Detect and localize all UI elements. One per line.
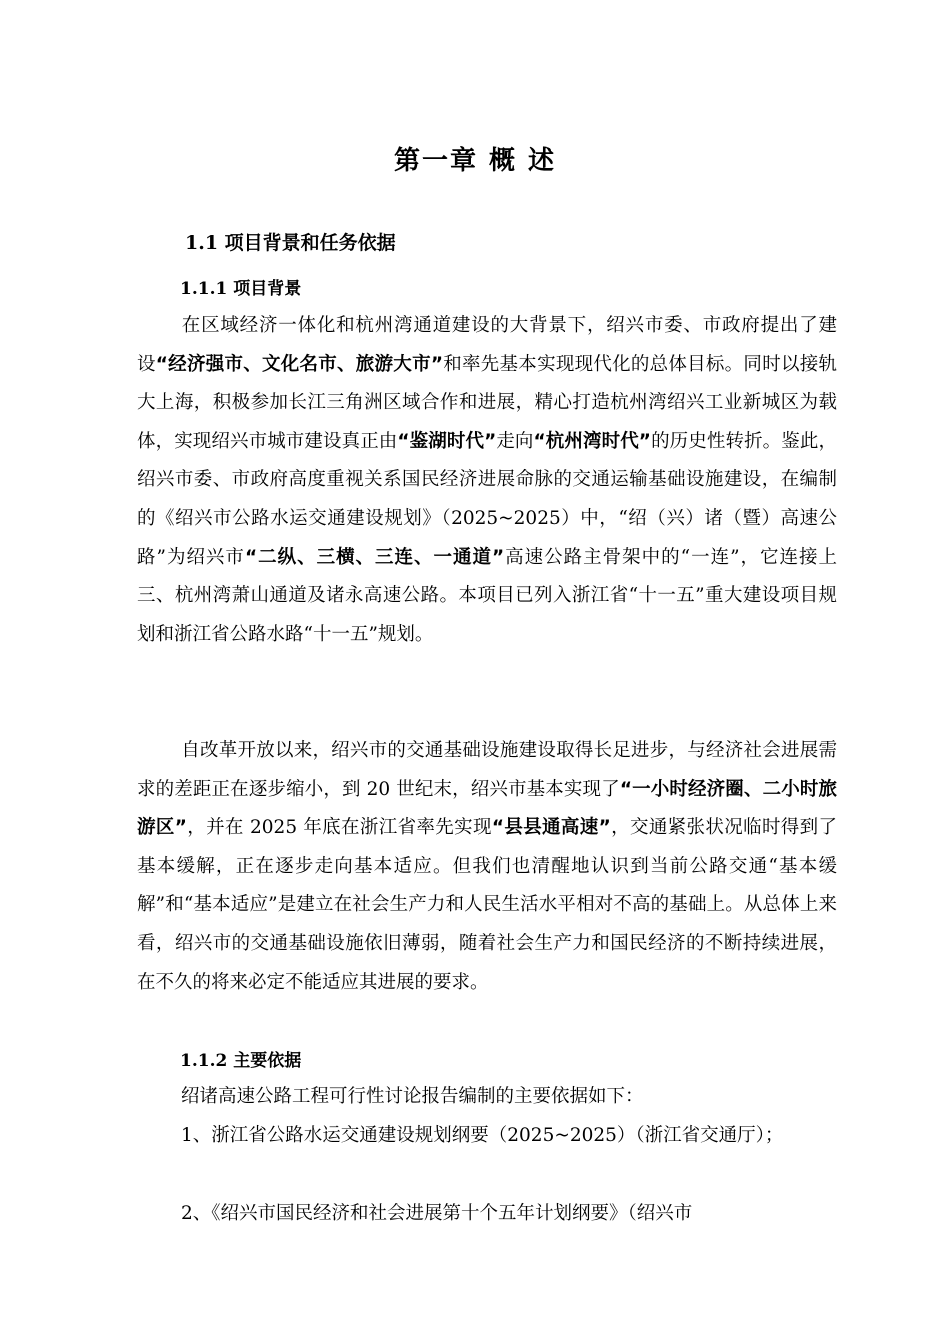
bold-run: “县县通高速”: [491, 817, 611, 839]
bold-run: “一小时经济圈、二小时旅游区”: [137, 778, 837, 839]
text-run: 的历史性转折。鉴此，绍兴市委、市政府高度重视关系国民经济进展命脉的交通运输基础设施建设，在编制的《绍兴市公路水运交通建设规划》（2025~2025）中，“绍（兴）诸（暨）高速公路”为绍兴市: [137, 430, 837, 568]
text-run: 1、浙江省公路水运交通建设规划纲要（2025~2025）（浙江省交通厅）；: [181, 1125, 784, 1146]
text-run: ，交通紧张状况临时得到了基本缓解，正在逐步走向基本适应。但我们也清醒地认识到当前公路交通“基本缓解”和“基本适应”是建立在社会生产力和人民生活水平相对不高的基础上。从总体上来看，绍兴市的交通基础设施依旧薄弱，随着社会生产力和国民经济的不断持续进展，在不久的将来必定不能适应其进展的要求。: [137, 817, 837, 993]
text-run: 高速公路主骨架中的“一连”，它连接上三、杭州湾萧山通道及诸永高速公路。本项目已列入浙江省“十一五”重大建设项目规划和浙江省公路水路“十一五”规划。: [137, 546, 837, 645]
list-item-1: [137, 1117, 837, 1156]
subsection-heading-background: 1.1.1 项目背景: [180, 279, 302, 299]
bold-run: “鉴湖时代”: [397, 430, 497, 452]
text-run: 走向: [496, 430, 534, 452]
text-run: 自改革开放以来，绍兴市的交通基础设施建设取得长足进步，与经济社会进展需求的差距正在逐步缩小，到 20 世纪末，绍兴市基本实现了: [137, 740, 837, 800]
bold-run: “二纵、三横、三连、一通道”: [244, 546, 505, 568]
section-heading: 1.1 项目背景和任务依据: [185, 232, 396, 254]
text-run: 绍诸高速公路工程可行性讨论报告编制的主要依据如下：: [181, 1086, 644, 1107]
text-run: ，并在 2025 年底在浙江省率先实现: [186, 817, 492, 839]
paragraph-basis-intro: [137, 1078, 837, 1117]
bold-run: “经济强市、文化名市、旅游大市”: [155, 353, 443, 375]
text-run: 2、《绍兴市国民经济和社会进展第十个五年计划纲要》（绍兴市: [181, 1203, 693, 1224]
subsection-heading-basis: 1.1.2 主要依据: [180, 1051, 302, 1071]
bold-run: “杭州湾时代”: [533, 430, 651, 452]
paragraph-background-2: [137, 732, 837, 1002]
paragraph-background-1: [137, 307, 837, 654]
text-run: 在区域经济一体化和杭州湾通道建设的大背景下，绍兴市委、市政府提出了建设: [137, 315, 837, 375]
text-run: 和率先基本实现现代化的总体目标。同时以接轨大上海，积极参加长江三角洲区域合作和进展，精心打造杭州湾绍兴工业新城区为载体，实现绍兴市城市建设真正由: [137, 353, 837, 452]
chapter-title: 第一章 概 述: [393, 146, 557, 176]
list-item-2: [137, 1195, 837, 1234]
